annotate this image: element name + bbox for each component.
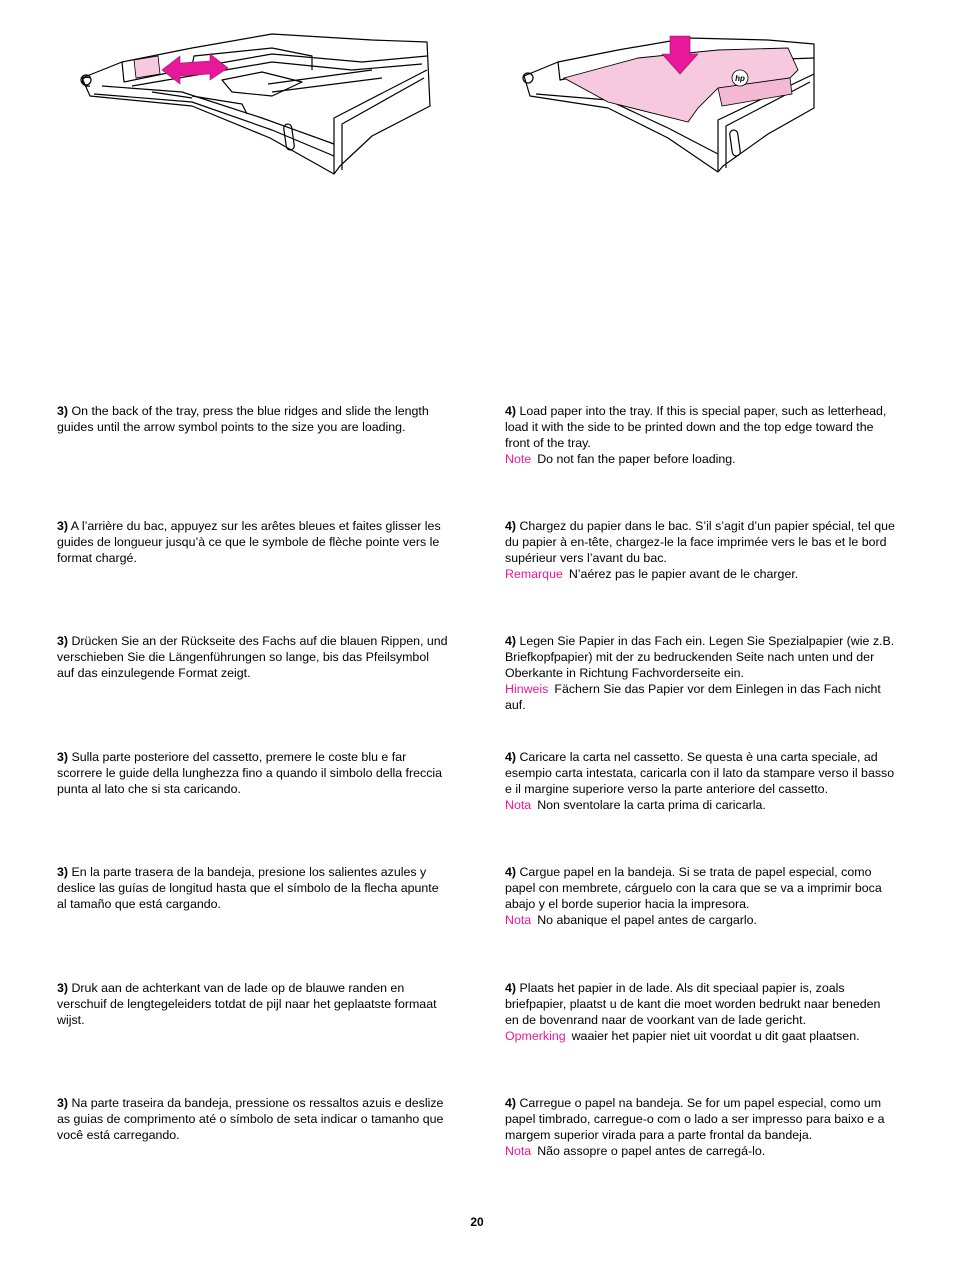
step-number: 4) <box>505 865 517 879</box>
note <box>505 1028 897 1044</box>
note-text: Non sventolare la carta prima di caricarla. <box>537 798 766 812</box>
note <box>505 451 897 467</box>
note-text: N’aérez pas le papier avant de le charger. <box>568 567 799 581</box>
step-text: Drücken Sie an der Rückseite des Fachs auf die blauen Rippen, und verschieben Sie die Längenführungen so lange, bis das Pfeilsymbol auf das einzulegende Format zeigt. <box>57 634 448 680</box>
step-text: On the back of the tray, press the blue ridges and slide the length guides until the arrow symbol points to the size you are loading. <box>57 404 429 434</box>
step-text: Sulla parte posteriore del cassetto, premere le coste blu e far scorrere le guide della lunghezza fino a quando il simbolo della freccia punta al lato che si sta caricando. <box>57 750 443 796</box>
tray-load-paper-icon <box>518 30 818 186</box>
step-text: Druk aan de achterkant van de lade op de blauwe randen en verschuif de lengtegeleiders totdat de pijl naar het geplaatste formaat wijst. <box>57 981 437 1027</box>
step-text: Plaats het papier in de lade. Als dit speciaal papier is, zoals briefpapier, plaatst u de kant die moet worden bedrukt naar beneden en de bovenrand naar de voorkant van de lade gericht. <box>505 981 881 1027</box>
note-text: Fächern Sie das Papier vor dem Einlegen in das Fach nicht auf. <box>505 682 881 712</box>
note-label: Remarque <box>505 567 563 581</box>
step3-it <box>57 749 449 797</box>
step-text: Load paper into the tray. If this is special paper, such as letterhead, load it with the side to be printed down and the top edge toward the front of the tray. <box>505 404 887 450</box>
step4-pt <box>505 1095 897 1159</box>
step-number: 3) <box>57 404 69 418</box>
note-text: No abanique el papel antes de cargarlo. <box>537 913 757 927</box>
note-label: Nota <box>505 913 532 927</box>
step3-es <box>57 864 449 912</box>
note-label: Opmerking <box>505 1029 566 1043</box>
step-number: 3) <box>57 1096 69 1110</box>
note <box>505 566 897 582</box>
note-text: waaier het papier niet uit voordat u dit gaat plaatsen. <box>571 1029 860 1043</box>
note-text: Não assopre o papel antes de carregá-lo. <box>537 1144 766 1158</box>
step-number: 3) <box>57 981 69 995</box>
step-text: Caricare la carta nel cassetto. Se questa è una carta speciale, ad esempio carta intestata, caricarla con il lato da stampare verso il basso e il margine superiore verso la parte anteriore del cassetto. <box>505 750 895 796</box>
step4-en <box>505 403 897 467</box>
step-text: Cargue papel en la bandeja. Si se trata de papel especial, como papel con membrete, cárguelo con la cara que se va a imprimir boca abajo y el borde superior hacia la impresora. <box>505 865 882 911</box>
note-text: Do not fan the paper before loading. <box>537 452 736 466</box>
step3-nl <box>57 980 449 1028</box>
step3-pt <box>57 1095 449 1143</box>
hp-logo-icon <box>732 70 748 86</box>
step-number: 4) <box>505 1096 517 1110</box>
step-text: Legen Sie Papier in das Fach ein. Legen Sie Spezialpapier (wie z.B. Briefkopfpapier) mit der zu bedruckenden Seite nach unten und der Oberkante in Richtung Fachvorderseite ein. <box>505 634 895 680</box>
step3-fr <box>57 518 449 566</box>
note-label: Nota <box>505 1144 532 1158</box>
note <box>505 912 897 928</box>
step-number: 3) <box>57 750 69 764</box>
step3-en <box>57 403 449 435</box>
step-number: 3) <box>57 519 69 533</box>
step3-de <box>57 633 449 681</box>
step-number: 4) <box>505 634 517 648</box>
step-text: Na parte traseira da bandeja, pressione os ressaltos azuis e deslize as guias de comprimento até o símbolo de seta indicar o tamanho que você está carregando. <box>57 1096 444 1142</box>
tray-length-guide-icon <box>72 26 442 186</box>
step-text: En la parte trasera de la bandeja, presione los salientes azules y deslice las guías de longitud hasta que el símbolo de la flecha apunte al tamaño que está cargando. <box>57 865 439 911</box>
step4-it <box>505 749 897 813</box>
step-number: 4) <box>505 981 517 995</box>
step4-de <box>505 633 897 713</box>
page-number: 20 <box>470 1215 484 1229</box>
svg-text:hp: hp <box>735 74 745 83</box>
step4-es <box>505 864 897 928</box>
note <box>505 1143 897 1159</box>
note <box>505 797 897 813</box>
step-number: 3) <box>57 865 69 879</box>
note-label: Nota <box>505 798 532 812</box>
step-number: 4) <box>505 519 517 533</box>
step4-fr <box>505 518 897 582</box>
note-label: Hinweis <box>505 682 549 696</box>
step4-nl <box>505 980 897 1044</box>
step-number: 3) <box>57 634 69 648</box>
step-text: Carregue o papel na bandeja. Se for um papel especial, como um papel timbrado, carregue-o com o lado a ser impresso para baixo e a margem superior virada para a parte frontal da bandeja. <box>505 1096 885 1142</box>
note-label: Note <box>505 452 532 466</box>
step-number: 4) <box>505 750 517 764</box>
step-number: 4) <box>505 404 517 418</box>
note <box>505 681 897 713</box>
step-text: A l’arrière du bac, appuyez sur les arêtes bleues et faites glisser les guides de longueur jusqu’à ce que le symbole de flèche pointe vers le format chargé. <box>57 519 441 565</box>
step-text: Chargez du papier dans le bac. S’il s’agit d’un papier spécial, tel que du papier à en-tête, chargez-le la face imprimée vers le bas et le bord supérieur vers l’avant du bac. <box>505 519 895 565</box>
